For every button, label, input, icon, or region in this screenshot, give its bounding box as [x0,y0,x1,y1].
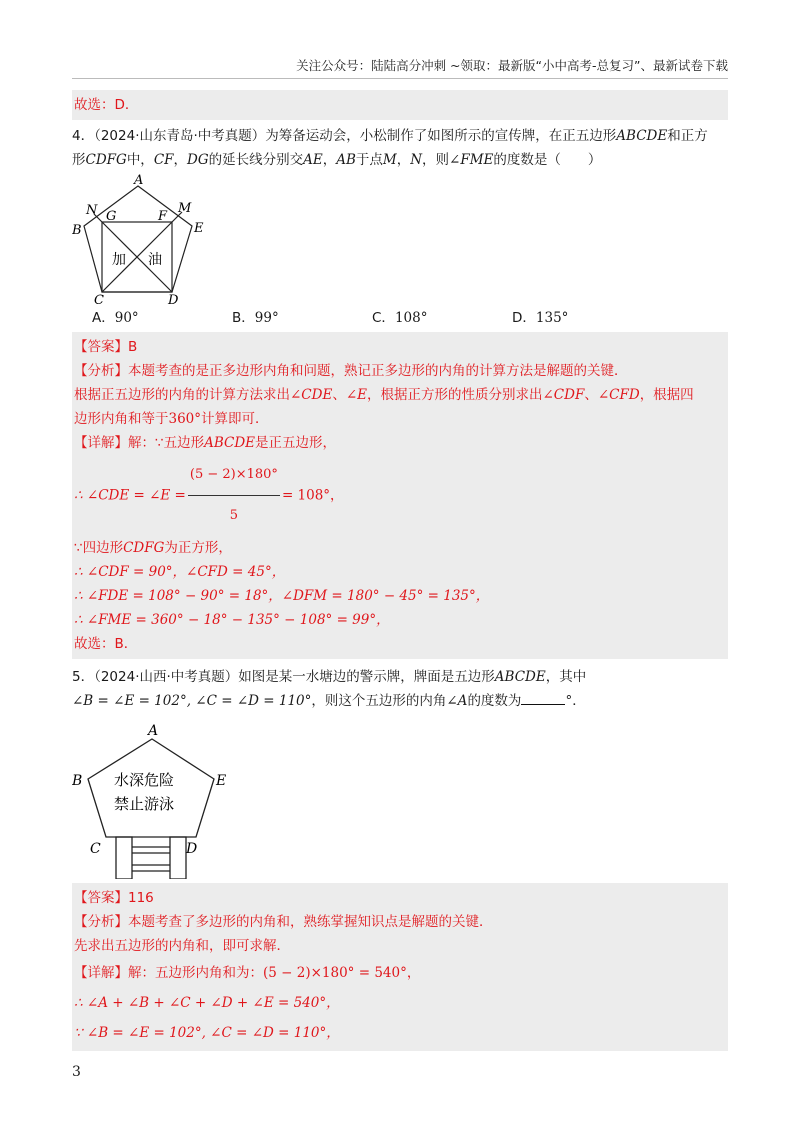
sign-text-2: 禁止游泳 [114,795,175,813]
q4-analysis: 【分析】本题考查的是正多边形内角和问题，熟记正多边形的内角的计算方法是解题的关键． [74,363,628,379]
label-A: A [134,174,144,188]
question-4-text: 4．（2024·山东青岛·中考真题）为筹备运动会，小松制作了如图所示的宣传牌，在正五边形ABCDE和正方 形CDFG中，CF，DG的延长线分别交AE，AB于点M，N，则∠FME的度数是（ ） [72,128,708,168]
question-4 [72,124,728,659]
figure-word-1: 加 [112,252,126,268]
header-divider [72,78,728,79]
label-F: F [158,209,168,224]
q4-analysis-3: 边形内角和等于360°计算即可． [74,411,269,427]
q5-answer: 【答案】116 [74,890,154,906]
document-body [72,90,728,1051]
q4-detail-1: 【详解】解：∵五边形ABCDE是正五边形， [74,435,337,451]
option-a[interactable]: A．90° [92,310,139,326]
page-header: 关注公众号：陆陆高分冲刺 ~领取：最新版“小中高考-总复习”、最新试卷下载 [296,58,728,73]
question-5 [72,665,728,1051]
q4-detail-3: ∵四边形CDFG为正方形， [74,540,232,556]
label-E: E [216,773,227,789]
label-D: D [168,293,179,304]
q5-analysis-2: 先求出五边形的内角和，即可求解． [74,938,290,954]
label-G: G [106,209,117,224]
sign-text-1: 水深危险 [114,771,175,789]
label-N: N [86,203,98,218]
label-M: M [178,201,192,216]
question-4-solution [72,332,728,659]
q4-analysis-2: 根据正五边形的内角的计算方法求出∠CDE、∠E，根据正方形的性质分别求出∠CDF、∠CFD，根据四 [74,387,694,403]
q4-detail-2: ∴ ∠CDE = ∠E = $\frac{(5 - 2)\times 180^\circ}{5}$ = 108°， [74,455,726,536]
answer-blank[interactable] [521,704,565,705]
label-D: D [186,841,198,857]
label-B: B [72,773,83,789]
question-4-options [92,306,728,326]
option-b[interactable]: B．99° [232,310,279,326]
option-c[interactable]: C．108° [372,310,428,326]
pentagon-square-figure [72,174,212,304]
figure-word-2: 油 [148,252,162,268]
label-B: B [72,223,82,238]
label-E: E [194,221,204,236]
q5-detail-2: ∴ ∠A + ∠B + ∠C + ∠D + ∠E = 540°， [74,995,340,1011]
q4-answer: 【答案】B [74,339,138,355]
label-C: C [90,841,101,857]
q4-detail-6: ∴ ∠FME = 360° − 18° − 135° − 108° = 99°， [74,612,390,628]
prev-answer: 故选：D． [72,90,728,120]
q4-detail-4: ∴ ∠CDF = 90°，∠CFD = 45°， [74,564,286,580]
question-5-solution [72,883,728,1051]
warning-sign-figure [72,719,252,879]
q5-detail-3: ∵ ∠B = ∠E = 102°, ∠C = ∠D = 110°， [74,1025,340,1041]
q4-conclusion: 故选：B． [74,636,138,652]
q4-detail-5: ∴ ∠FDE = 108° − 90° = 18°，∠DFM = 180° − 45° = 135°， [74,588,490,604]
question-5-text: 5．（2024·山西·中考真题）如图是某一水塘边的警示牌，牌面是五边形ABCDE，其中 ∠B = ∠E = 102°, ∠C = ∠D = 110°，则这个五边形的内角∠A的度数为 °． [72,669,587,709]
label-A: A [148,723,159,739]
label-C: C [94,293,104,304]
option-d[interactable]: D．135° [512,310,569,326]
q5-detail-1: 【详解】解：五边形内角和为：(5 − 2)×180° = 540°， [74,965,421,981]
page-number: 3 [72,1064,81,1080]
q5-analysis: 【分析】本题考查了多边形的内角和，熟练掌握知识点是解题的关键． [74,914,493,930]
